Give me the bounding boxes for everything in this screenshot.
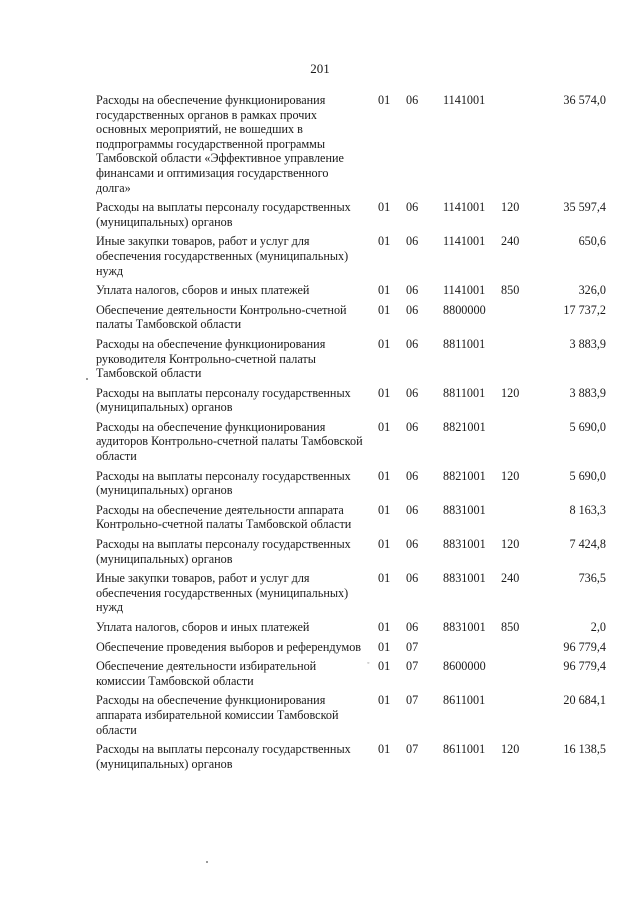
row-name: Обеспечение деятельности избирательной комиссии Тамбовской области [96, 659, 317, 688]
row-section: 01 [378, 537, 391, 552]
row-expense-type: 120 [501, 742, 520, 757]
row-target-article: 8821001 [443, 419, 486, 434]
row-name: Расходы на выплаты персоналу государственных (муниципальных) органов [96, 200, 351, 229]
row-section: 01 [378, 502, 391, 517]
row-name: Уплата налогов, сборов и иных платежей [96, 620, 310, 634]
row-amount: 650,6 [578, 234, 606, 249]
row-subsection: 06 [406, 571, 419, 586]
table-row [96, 337, 606, 381]
row-amount: 36 574,0 [563, 93, 606, 107]
row-amount: 3 883,9 [569, 336, 606, 351]
row-subsection: 07 [406, 639, 419, 654]
row-name: Иные закупки товаров, работ и услуг для обеспечения государственных (муниципальных) нужд [96, 234, 349, 278]
row-target-article: 1141001 [443, 200, 486, 215]
row-name: Расходы на обеспечение деятельности аппарата Контрольно-счетной палаты Тамбовской области [96, 502, 352, 532]
row-section: 01 [378, 659, 391, 674]
table-row [96, 303, 606, 332]
page-number: 201 [310, 61, 330, 76]
row-expense-type: 850 [501, 620, 520, 634]
row-section: 01 [378, 93, 391, 107]
scan-speck [86, 378, 88, 380]
row-section: 01 [378, 385, 391, 400]
row-expense-type: 240 [501, 234, 520, 249]
row-target-article: 1141001 [443, 234, 486, 249]
row-name: Расходы на обеспечение функционирования руководителя Контрольно-счетной палаты Тамбовской области [96, 336, 326, 381]
table-row [96, 234, 606, 278]
table-row [96, 537, 606, 566]
row-expense-type: 850 [501, 283, 520, 298]
row-subsection: 06 [406, 468, 419, 483]
table-row [96, 200, 606, 229]
table-row [96, 571, 606, 615]
table-row [96, 640, 606, 655]
row-expense-type: 120 [501, 200, 520, 215]
row-target-article: 8611001 [443, 693, 486, 708]
row-subsection: 06 [406, 200, 419, 215]
row-section: 01 [378, 336, 391, 351]
row-section: 01 [378, 302, 391, 317]
row-amount: 3 883,9 [569, 385, 606, 400]
table-row [96, 420, 606, 464]
row-section: 01 [378, 419, 391, 434]
row-target-article: 8831001 [443, 571, 486, 586]
row-target-article: 8831001 [443, 502, 486, 517]
row-amount: 326,0 [578, 283, 606, 298]
table-row [96, 93, 606, 195]
row-name: Расходы на обеспечение функционирования государственных органов в рамках прочих основных мероприятий, не вошедших в подпрограммы государственной программы Тамбовской области «Эффективное управление финансами и оптимизация государственного долга» [96, 93, 344, 195]
row-target-article: 8831001 [443, 537, 486, 552]
row-name: Обеспечение проведения выборов и референдумов [96, 639, 362, 654]
row-section: 01 [378, 620, 391, 634]
row-name: Иные закупки товаров, работ и услуг для обеспечения государственных (муниципальных) нужд [96, 571, 349, 615]
table-row [96, 283, 606, 298]
row-amount: 17 737,2 [563, 302, 606, 317]
table-row [96, 386, 606, 415]
row-target-article: 1141001 [443, 283, 486, 298]
row-amount: 96 779,4 [563, 639, 606, 654]
row-amount: 2,0 [590, 620, 606, 634]
row-name: Расходы на обеспечение функционирования аудиторов Контрольно-счетной палаты Тамбовской области [96, 419, 363, 464]
row-subsection: 06 [406, 234, 419, 249]
row-amount: 96 779,4 [563, 659, 606, 674]
row-section: 01 [378, 468, 391, 483]
row-section: 01 [378, 742, 391, 757]
row-target-article: 1141001 [443, 93, 486, 107]
budget-table [96, 93, 606, 776]
row-target-article: 8811001 [443, 385, 486, 400]
row-name: Расходы на выплаты персоналу государственных (муниципальных) органов [96, 742, 351, 771]
row-amount: 16 138,5 [563, 742, 606, 757]
table-row [96, 659, 606, 688]
row-name: Расходы на выплаты персоналу государственных (муниципальных) органов [96, 537, 351, 566]
scan-speck [206, 861, 208, 863]
row-subsection: 06 [406, 620, 419, 634]
table-row [96, 742, 606, 771]
row-expense-type: 120 [501, 468, 520, 483]
row-target-article: 8821001 [443, 468, 486, 483]
stray-mark: ◦ [367, 659, 370, 667]
row-amount: 7 424,8 [569, 537, 606, 552]
row-expense-type: 120 [501, 385, 520, 400]
row-subsection: 06 [406, 502, 419, 517]
row-subsection: 06 [406, 302, 419, 317]
row-target-article: 8831001 [443, 620, 486, 634]
row-name: Расходы на выплаты персоналу государственных (муниципальных) органов [96, 385, 351, 415]
table-row [96, 469, 606, 498]
row-name: Обеспечение деятельности Контрольно-счетной палаты Тамбовской области [96, 302, 347, 332]
row-amount: 8 163,3 [569, 502, 606, 517]
row-subsection: 06 [406, 419, 419, 434]
row-amount: 20 684,1 [563, 693, 606, 708]
row-target-article: 8811001 [443, 336, 486, 351]
row-amount: 5 690,0 [569, 419, 606, 434]
row-subsection: 06 [406, 537, 419, 552]
row-section: 01 [378, 200, 391, 215]
row-subsection: 06 [406, 93, 419, 107]
table-row [96, 693, 606, 737]
row-section: 01 [378, 639, 391, 654]
row-subsection: 07 [406, 742, 419, 757]
row-section: 01 [378, 283, 391, 298]
row-subsection: 07 [406, 659, 419, 674]
row-name: Уплата налогов, сборов и иных платежей [96, 283, 310, 298]
row-name: Расходы на обеспечение функционирования аппарата избирательной комиссии Тамбовской области [96, 693, 339, 737]
row-target-article: 8600000 [443, 659, 486, 674]
row-amount: 5 690,0 [569, 468, 606, 483]
row-subsection: 07 [406, 693, 419, 708]
row-expense-type: 240 [501, 571, 520, 586]
row-expense-type: 120 [501, 537, 520, 552]
row-target-article: 8611001 [443, 742, 486, 757]
row-subsection: 06 [406, 385, 419, 400]
row-subsection: 06 [406, 336, 419, 351]
row-amount: 35 597,4 [563, 200, 606, 215]
table-row [96, 503, 606, 532]
row-subsection: 06 [406, 283, 419, 298]
row-section: 01 [378, 693, 391, 708]
row-name: Расходы на выплаты персоналу государственных (муниципальных) органов [96, 468, 351, 498]
row-section: 01 [378, 234, 391, 249]
row-target-article: 8800000 [443, 302, 486, 317]
row-section: 01 [378, 571, 391, 586]
row-amount: 736,5 [578, 571, 606, 586]
table-row [96, 620, 606, 635]
